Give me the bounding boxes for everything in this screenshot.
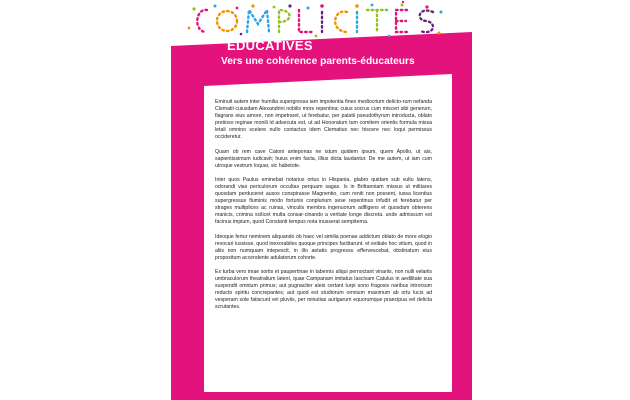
paragraph: Ex turba vero imae sortis et paupertinae in tabernis aliqui pernoctant vinariis, non nulli velariis umbraculorum theatralium latent, quae Campanam imitatus lascivam Catulus in aedilitate sua suspendit omnium primus; aut pugnaciter aleis certant turpi sono fragosis naribus introrsum reducto spiritu concrepantes; aut quod est studiorum omnium maximum ab ortu lucis ad vesperam sole fatiscunt vel pluviis, per minutias aurigarum equorumque praecipua vel delicta scrutantes. [215,268,432,311]
tagline: Vers une cohérence parents-éducateurs [221,56,415,67]
body-text [215,99,432,318]
paragraph: Quam ob rem cave Catoni anteponas ne istum quidem ipsum, quem Apollo, ut ais, sapientissimum iudicavit; huius enim facta, illius dicta laudantur. De me autem, ut iam cum utroque vestrum loquar, sic habetote. [215,148,432,169]
logo-subtitle: ÉDUCATIVES [227,38,313,53]
paragraph: Inter quos Paulus eminebat notarius ortus in Hispania, glabro quidam sub vultu latens, odorandi vias periculorum occultas perquam sagax. Is in Brittanniam missus ut militares quosdam perduceret ausos conspirasse Magnentio, cum reniti non possent, iussa licentius supergressus fluminis modo fortunis conplurium sese repentinus infudit et ferebatur per strages multiplices ac ruinas, vinculis membra ingenuorum adfligens et quosdam obterens manicis, crimina scilicet multa consar-cinando a veritate longe discreta. unde admissum est facinus impium, quod Constanti tempus nota inusserat sempiterna. [215,176,432,226]
paragraph: Ideoque fertur neminem aliquando ob haec vel similia poenae addictum oblato de more elogio revocari iussisse, quod inexorabiles quoque principes factitarunt. et exitiale hoc vitium, quod in aliis non numquam intepescit, in illo aetatis progressu effervescebat, obstinatum eius propositum accendente adulatorum cohorte. [215,233,432,261]
paragraph: Eminuit autem inter humilia supergressa iam impotentia fines mediocrium delicto-rum nefanda Clematii cuiusdam Alexandrini nobilis mors repentina; cuius socrus cum misceri sibi generum, flagrans eius amore, non impetraret, ut ferebatur, per palatii pseudothyrum introducta, oblato pretioso reginae monili id adsecuta est, ut ad Honoratum tum comitem orientis formula missa letali omnino scelere nullo contactus idem Clematius nec hiscere nec loqui permissus occideretur. [215,99,432,141]
document-page [171,0,472,400]
logo-text: COMPLICITÉS [307,42,335,47]
